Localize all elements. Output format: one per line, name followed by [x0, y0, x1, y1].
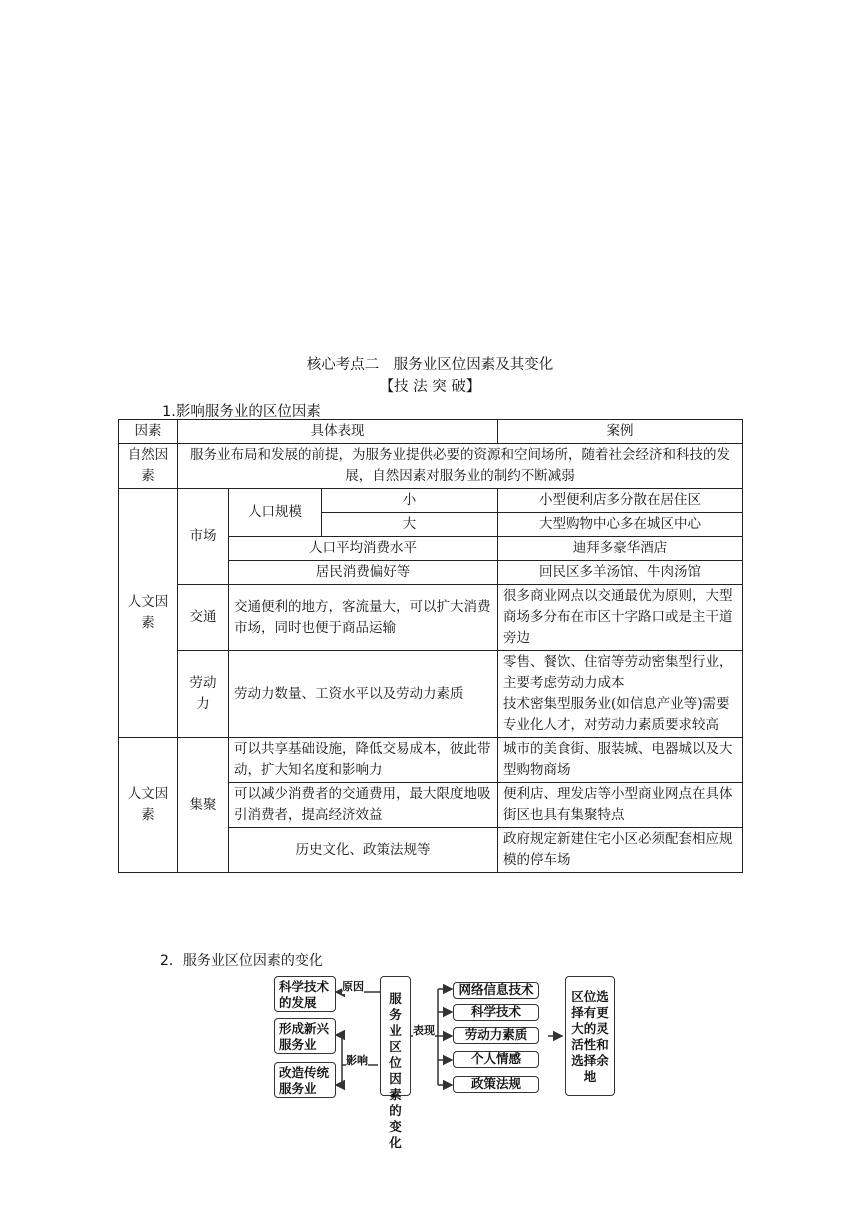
right-item-policy: 政策法规 — [453, 1076, 539, 1093]
right-item-science: 科学技术 — [453, 1004, 539, 1021]
traditional-service-box: 改造传统服务业 — [274, 1062, 336, 1098]
right-item-labor: 劳动力素质 — [453, 1027, 539, 1044]
agglomeration-detail-1: 可以共享基础设施，降低交易成本，彼此带动，扩大知名度和影响力 — [229, 738, 498, 783]
transport-label: 交通 — [178, 585, 229, 651]
location-factors-table — [118, 419, 743, 873]
avg-consumption-case: 迪拜多豪华酒店 — [498, 537, 743, 561]
new-service-box: 形成新兴服务业 — [274, 1018, 336, 1054]
human-factor-label: 人文因素 — [119, 489, 178, 738]
reason-label: 原因 — [342, 980, 364, 993]
avg-consumption-label: 人口平均消费水平 — [229, 537, 498, 561]
scale-large-case: 大型购物中心多在城区中心 — [498, 513, 743, 537]
scale-small: 小 — [322, 489, 498, 513]
preference-case: 回民区多羊汤馆、牛肉汤馆 — [498, 561, 743, 585]
result-box: 区位选择有更大的灵活性和选择余地 — [565, 976, 615, 1096]
natural-factor-label: 自然因素 — [119, 444, 178, 489]
agglomeration-detail-3: 历史文化、政策法规等 — [229, 828, 498, 873]
labor-case-2: 技术密集型服务业(如信息产业等)需要专业化人才，对劳动力素质要求较高 — [503, 696, 730, 733]
table-row-natural — [119, 444, 743, 489]
labor-case-1: 零售、餐饮、住宿等劳动密集型行业，主要考虑劳动力成本 — [503, 654, 733, 691]
manifest-label: 表现 — [413, 1024, 435, 1037]
center-change-box: 服务业区位因素的变化 — [380, 976, 411, 1096]
table-row — [119, 651, 743, 738]
header-case: 案例 — [498, 420, 743, 444]
natural-factor-detail: 服务业布局和发展的前提，为服务业提供必要的资源和空间场所，随着社会经济和科技的发展，自然因素对服务业的制约不断减弱 — [178, 444, 743, 489]
scale-large: 大 — [322, 513, 498, 537]
human-factor-label-2: 人文因素 — [119, 738, 178, 873]
agglomeration-label: 集聚 — [178, 738, 229, 873]
page-title: 核心考点二 服务业区位因素及其变化 — [306, 357, 554, 373]
section2-heading: 2．服务业区位因素的变化 — [160, 953, 323, 969]
right-item-network: 网络信息技术 — [453, 982, 539, 999]
preference-label: 居民消费偏好等 — [229, 561, 498, 585]
labor-label: 劳动力 — [178, 651, 229, 738]
agglomeration-case-1: 城市的美食街、服装城、电器城以及大型购物商场 — [498, 738, 743, 783]
header-factor: 因素 — [119, 420, 178, 444]
transport-case: 很多商业网点以交通最优为原则，大型商场多分布在市区十字路口或是主干道旁边 — [498, 585, 743, 651]
market-label: 市场 — [178, 489, 229, 585]
change-diagram — [260, 970, 620, 1150]
influence-label: 影响 — [346, 1054, 368, 1067]
scale-small-case: 小型便利店多分散在居住区 — [498, 489, 743, 513]
table-row — [119, 585, 743, 651]
labor-case — [498, 651, 743, 738]
agglomeration-case-3: 政府规定新建住宅小区必须配套相应规模的停车场 — [498, 828, 743, 873]
transport-detail: 交通便利的地方，客流量大，可以扩大消费市场，同时也便于商品运输 — [229, 585, 498, 651]
table-header-row — [119, 420, 743, 444]
population-scale-label: 人口规模 — [229, 489, 322, 537]
header-detail: 具体表现 — [178, 420, 498, 444]
agglomeration-detail-2: 可以减少消费者的交通费用，最大限度地吸引消费者，提高经济效益 — [229, 783, 498, 828]
section1-heading: 1.影响服务业的区位因素 — [162, 404, 321, 420]
table-row — [119, 489, 743, 513]
agglomeration-case-2: 便利店、理发店等小型商业网点在具体街区也具有集聚特点 — [498, 783, 743, 828]
science-tech-development-box: 科学技术的发展 — [274, 976, 336, 1012]
labor-detail: 劳动力数量、工资水平以及劳动力素质 — [229, 651, 498, 738]
section-subtitle: 【技 法 突 破】 — [379, 379, 481, 395]
right-item-emotion: 个人情感 — [453, 1051, 539, 1068]
table-row — [119, 738, 743, 783]
